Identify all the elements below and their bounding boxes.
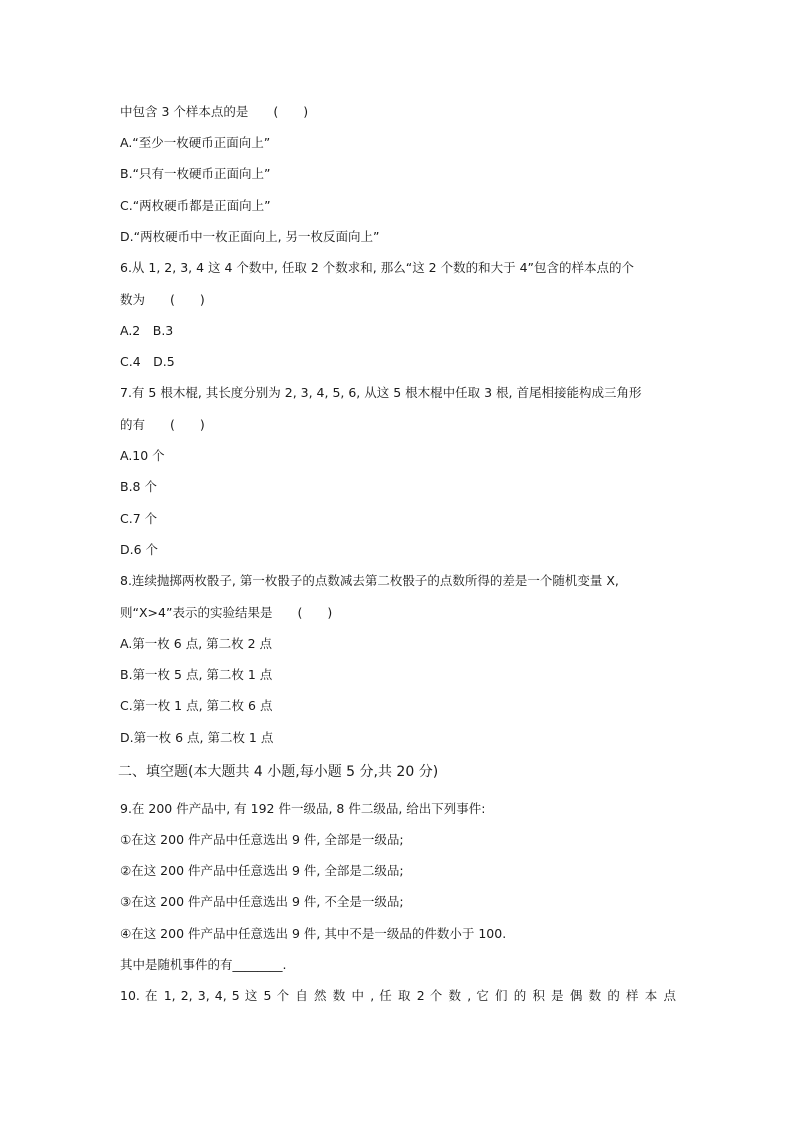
q10-stem: 10. 在 1, 2, 3, 4, 5 这 5 个 自 然 数 中 , 任 取 2 个 数 , 它 们 的 积 是 偶 数 的 样 本 点 [120,988,676,1003]
q9-event-2: ②在这 200 件产品中任意选出 9 件, 全部是二级品; [120,863,404,878]
q8-option-d: D.第一枚 6 点, 第二枚 1 点 [120,730,274,745]
q7-option-a: A.10 个 [120,448,165,463]
q7-option-d: D.6 个 [120,542,159,557]
q7-stem: 7.有 5 根木棍, 其长度分别为 2, 3, 4, 5, 6, 从这 5 根木棍中任取 3 根, 首尾相接能构成三角形 [120,385,642,400]
q6-options-ab: A.2 B.3 [120,323,174,338]
q5-option-b: B.“只有一枚硬币正面向上” [120,166,271,181]
q7-option-b: B.8 个 [120,479,157,494]
q7-option-c: C.7 个 [120,511,158,526]
q5-option-d: D.“两枚硬币中一枚正面向上, 另一枚反面向上” [120,229,380,244]
q9-event-4: ④在这 200 件产品中任意选出 9 件, 其中不是一级品的件数小于 100. [120,926,507,941]
q9-stem: 9.在 200 件产品中, 有 192 件一级品, 8 件二级品, 给出下列事件: [120,801,486,816]
q5-option-a: A.“至少一枚硬币正面向上” [120,135,271,150]
q9-event-3: ③在这 200 件产品中任意选出 9 件, 不全是一级品; [120,894,404,909]
q5-option-c: C.“两枚硬币都是正面向上” [120,198,271,213]
q9-answer-blank: 其中是随机事件的有________. [120,957,287,972]
q6-stem-continuation: 数为 ( ) [120,292,205,307]
q6-stem: 6.从 1, 2, 3, 4 这 4 个数中, 任取 2 个数求和, 那么“这 2 个数的和大于 4”包含的样本点的个 [120,260,634,275]
q8-stem: 8.连续抛掷两枚骰子, 第一枚骰子的点数减去第二枚骰子的点数所得的差是一个随机变量 X, [120,573,619,588]
q8-stem-continuation: 则“X>4”表示的实验结果是 ( ) [120,605,333,620]
q9-event-1: ①在这 200 件产品中任意选出 9 件, 全部是一级品; [120,832,404,847]
q7-stem-continuation: 的有 ( ) [120,417,205,432]
section-heading-fill-in: 二、填空题(本大题共 4 小题,每小题 5 分,共 20 分) [118,764,439,780]
q8-option-c: C.第一枚 1 点, 第二枚 6 点 [120,698,273,713]
q8-option-b: B.第一枚 5 点, 第二枚 1 点 [120,667,273,682]
q5-continuation: 中包含 3 个样本点的是 ( ) [120,104,309,119]
q6-options-cd: C.4 D.5 [120,354,175,369]
q8-option-a: A.第一枚 6 点, 第二枚 2 点 [120,636,273,651]
